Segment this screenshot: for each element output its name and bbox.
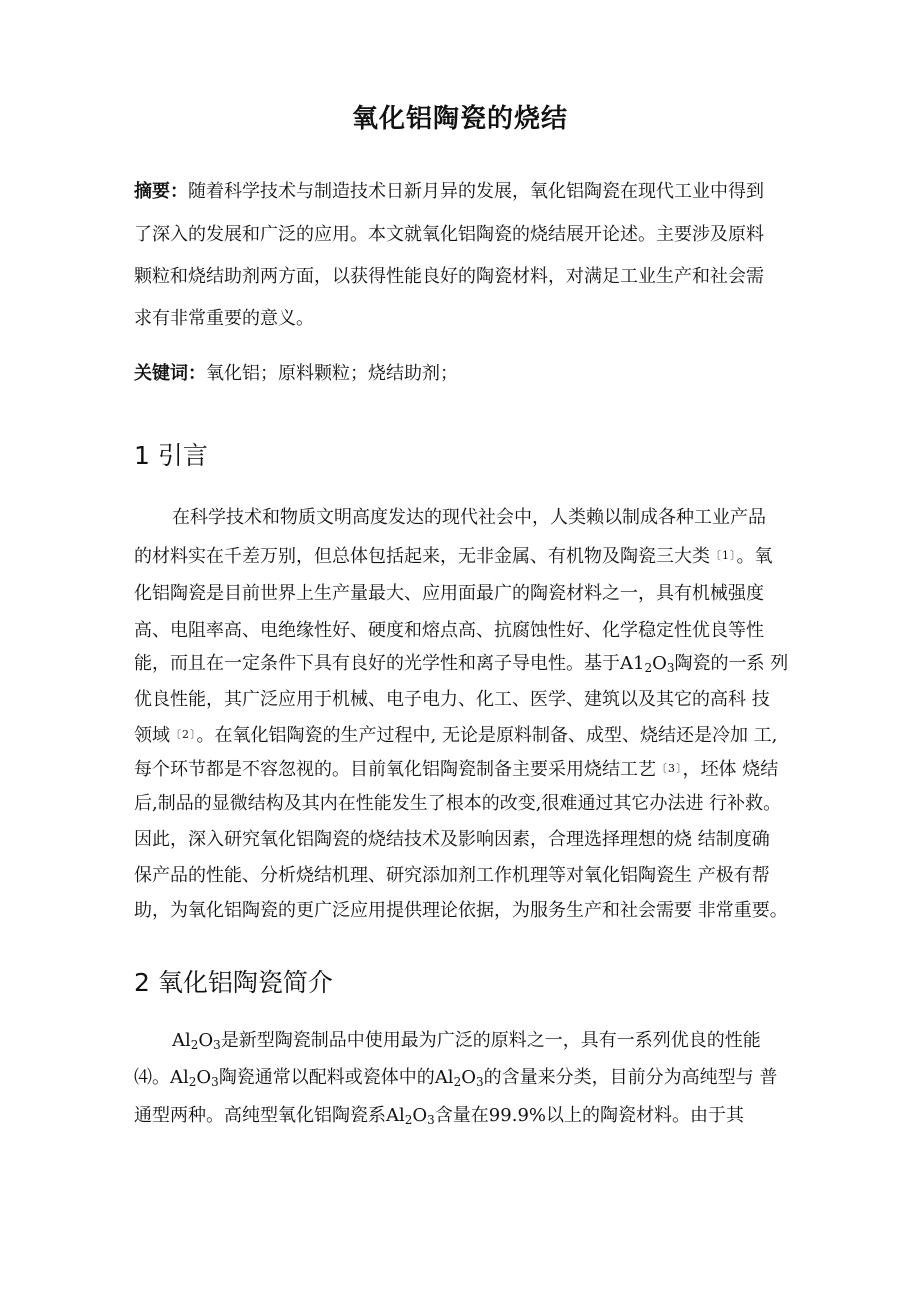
keywords-line — [134, 362, 458, 386]
citation-2: 〔2〕 — [170, 728, 197, 741]
keywords-label: 关键词： — [134, 363, 206, 384]
s1-line-7: 领域〔2〕。在氧化铝陶瓷的生产过程中, 无论是原料制备、成型、烧结还是冷加 工, — [134, 725, 778, 746]
section-2-heading: 2 氧化铝陶瓷简介 — [134, 968, 333, 997]
page-title: 氧化铝陶瓷的烧结 — [351, 104, 568, 134]
abstract-label: 摘要： — [134, 181, 188, 202]
abstract-line-2: 了深入的发展和广泛的应用。本文就氧化铝陶瓷的烧结展开论述。主要涉及原料 — [134, 224, 764, 245]
s1-line-12: 助，为氧化铝陶瓷的更广泛应用提供理论依据，为服务生产和社会需要 非常重要。 — [134, 900, 788, 921]
s1-line-6: 优良性能，其广泛应用于机械、电子电力、化工、医学、建筑以及其它的高科 技 — [134, 689, 770, 710]
section-1-heading: 1 引言 — [134, 441, 208, 470]
citation-3: 〔3〕 — [656, 762, 683, 775]
abstract-line-4: 求有非常重要的意义。 — [134, 308, 314, 329]
s2-line-1: $Al_2O_3$是新型陶瓷制品中使用最为广泛的原料之一，具有一系列优良的性能 — [172, 1030, 761, 1052]
s1-line-5: 能，而且在一定条件下具有良好的光学性和离子导电性。基于$A1_2O_3$陶瓷的一系 列 — [134, 653, 789, 675]
s1-line-3: 化铝陶瓷是目前世界上生产量最大、应用面最广的陶瓷材料之一，具有机械强度 — [134, 583, 764, 604]
s1-line-4: 高、电阻率高、电绝缘性好、硬度和熔点高、抗腐蚀性好、化学稳定性优良等性 — [134, 620, 764, 641]
abstract-text: 随着科学技术与制造技术日新月异的发展，氧化铝陶瓷在现代工业中得到 — [188, 181, 764, 202]
s1-line-10: 因此，深入研究氧化铝陶瓷的烧结技术及影响因素，合理选择理想的烧 结制度确 — [134, 829, 770, 850]
s1-line-2: 的材料实在千差万别，但总体包括起来，无非金属、有机物及陶瓷三大类〔1〕。氧 — [134, 546, 773, 567]
s2-line-2: ⑷。$Al_2O_3$陶瓷通常以配料或瓷体中的$Al_2O_3$的含量来分类，目前分为高纯型与 普 — [134, 1067, 778, 1089]
citation-1: 〔1〕 — [710, 549, 737, 562]
s1-line-9: 后,制品的显微结构及其内在性能发生了根本的改变,很难通过其它办法进 行补救。 — [134, 793, 782, 814]
abstract-line-3: 颗粒和烧结助剂两方面，以获得性能良好的陶瓷材料，对满足工业生产和社会需 — [134, 266, 764, 287]
keywords-text: 氧化铝；原料颗粒；烧结助剂； — [206, 363, 458, 384]
s2-line-3: 通型两种。高纯型氧化铝陶瓷系$Al_2O_3$含量在99.9%以上的陶瓷材料。由于其 — [134, 1105, 744, 1127]
abstract-line-1 — [134, 180, 764, 204]
s1-line-8: 每个环节都是不容忽视的。目前氧化铝陶瓷制备主要采用烧结工艺〔3〕，坯体 烧结 — [134, 759, 779, 780]
s1-line-1: 在科学技术和物质文明高度发达的现代社会中，人类赖以制成各种工业产品 — [172, 507, 766, 528]
s1-line-11: 保产品的性能、分析烧结机理、研究添加剂工作机理等对氧化铝陶瓷生 产极有帮 — [134, 865, 770, 886]
